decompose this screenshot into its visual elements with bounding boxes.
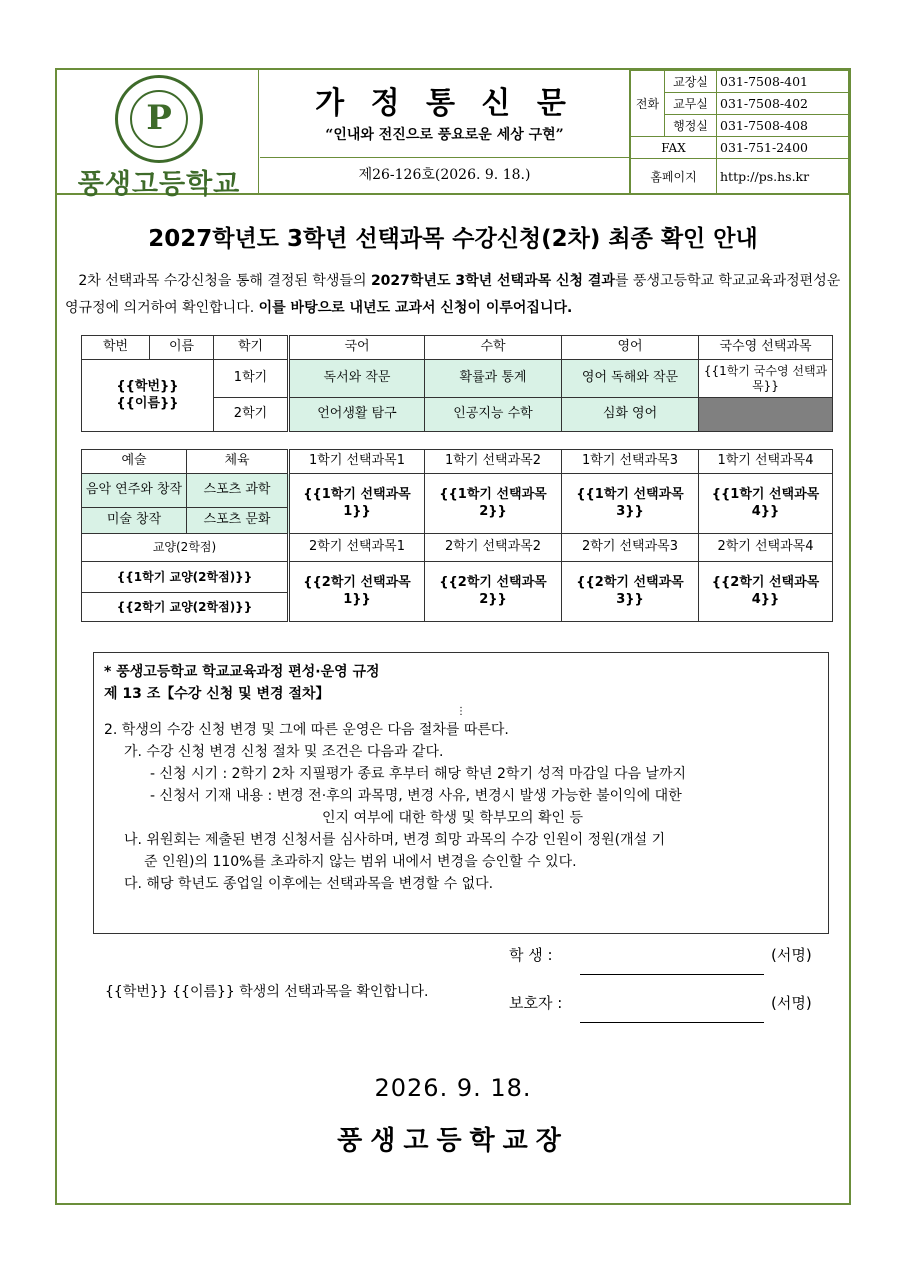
header-sem2-elective-1: 2학기 선택과목1 [289,534,425,562]
regulation-line: 준 인원)의 110%를 초과하지 않는 범위 내에서 변경을 승인할 수 있다. [144,854,577,870]
fax-label: FAX [631,137,717,159]
sem2-english-subject: 심화 영어 [562,398,699,432]
guardian-sign-line[interactable] [580,1022,764,1023]
sem1-korean-subject: 독서와 작문 [289,360,425,398]
sem1-core-elective: {{1학기 국수영 선택과목}} [699,360,833,398]
contact-label: 행정실 [665,115,717,137]
contact-number: 031-7508-402 [717,93,849,115]
header-student-id: 학번 [82,336,150,360]
intro-emphasis: 2027학년도 3학년 선택과목 신청 결과 [370,273,615,289]
header-english: 영어 [562,336,699,360]
sem2-elective-2: {{2학기 선택과목2}} [425,562,562,622]
student-sign-label: 학 생 : [509,946,553,964]
elective-subject-table [81,449,833,622]
pe-subject-2: 스포츠 문화 [187,508,289,534]
newsletter-frame [55,68,851,1205]
semester-1-label: 1학기 [214,360,289,398]
core-subject-table [81,335,833,432]
regulation-line: - 신청 시기 : 2학기 2차 지필평가 종료 후부터 해당 학년 2학기 성적 마감일 다음 날까지 [150,766,687,782]
header-semester: 학기 [214,336,289,360]
sem1-elective-1: {{1학기 선택과목1}} [289,474,425,534]
contact-number: 031-7508-408 [717,115,849,137]
notice-title: 2027학년도 3학년 선택과목 수강신청(2차) 최종 확인 안내 [148,226,758,252]
school-motto: “인내와 전진으로 풍요로운 세상 구현” [325,127,564,143]
guardian-sign-mark: (서명) [771,994,812,1012]
regulation-line: 다. 해당 학년도 종업일 이후에는 선택과목을 변경할 수 없다. [124,876,494,892]
art-subject-1: 음악 연주와 창작 [82,474,187,508]
student-sign-mark: (서명) [771,946,812,964]
semester-2-label: 2학기 [214,398,289,432]
header-name: 이름 [150,336,214,360]
header-core-elective: 국수영 선택과목 [699,336,833,360]
newsletter-title: 가 정 통 신 문 [315,86,574,121]
sem1-elective-2: {{1학기 선택과목2}} [425,474,562,534]
header-sem1-elective-3: 1학기 선택과목3 [562,450,699,474]
pe-subject-1: 스포츠 과학 [187,474,289,508]
liberal-arts-sem1: {{1학기 교양(2학점)}} [82,562,289,593]
contact-number: 031-7508-401 [717,71,849,93]
sem1-math-subject: 확률과 통계 [425,360,562,398]
header-liberal-arts: 교양(2학점) [82,534,289,562]
intro-paragraph [65,268,843,322]
header-sem1-elective-2: 1학기 선택과목2 [425,450,562,474]
header-art: 예술 [82,450,187,474]
issue-date: 2026. 9. 18. [374,1074,532,1102]
sem2-elective-4: {{2학기 선택과목4}} [699,562,833,622]
principal-signature: 풍생고등학교장 [337,1126,569,1156]
phone-label: 전화 [631,71,665,137]
regulation-box [93,652,829,934]
student-sign-line[interactable] [580,974,764,975]
sem1-elective-3: {{1학기 선택과목3}} [562,474,699,534]
header-math: 수학 [425,336,562,360]
regulation-line: 나. 위원회는 제출된 변경 신청서를 심사하며, 변경 희망 과목의 수강 인원이 정원(개설 기 [124,832,666,848]
ellipsis-icon: ⋮ [456,706,466,717]
guardian-sign-label: 보호자 : [509,994,563,1012]
regulation-line: 2. 학생의 수강 신청 변경 및 그에 따른 운영은 다음 절차를 따른다. [104,722,509,738]
header-sem1-elective-1: 1학기 선택과목1 [289,450,425,474]
art-subject-2: 미술 창작 [82,508,187,534]
sem2-core-elective-empty [699,398,833,432]
header-sem1-elective-4: 1학기 선택과목4 [699,450,833,474]
newsletter-header [57,70,849,200]
regulation-article: 제 13 조【수강 신청 및 변경 절차】 [104,686,330,702]
liberal-arts-sem2: {{2학기 교양(2학점)}} [82,593,289,622]
regulation-line: - 신청서 기재 내용 : 변경 전·후의 과목명, 변경 사유, 변경시 발생 가능한 불이익에 대한 [150,788,682,804]
contact-label: 교장실 [665,71,717,93]
header-korean: 국어 [289,336,425,360]
sem2-elective-3: {{2학기 선택과목3}} [562,562,699,622]
regulation-title: * 풍생고등학교 학교교육과정 편성·운영 규정 [104,664,380,680]
regulation-line: 인지 여부에 대한 학생 및 학부모의 확인 등 [322,810,584,826]
confirm-placeholder: {{학번}} {{이름}} [105,984,240,1000]
student-name-placeholder: {{이름}} [116,395,179,411]
intro-emphasis: 이를 바탕으로 내년도 교과서 신청이 이루어집니다. [258,300,573,316]
homepage-link[interactable]: http://ps.hs.kr [717,159,849,194]
regulation-line: 가. 수강 신청 변경 신청 절차 및 조건은 다음과 같다. [124,744,444,760]
intro-text: 를 풍생고등학교 학교교육과정편성운영규정에 의거하여 확인합니다. [65,273,841,316]
sem1-elective-4: {{1학기 선택과목4}} [699,474,833,534]
title-block [260,70,630,158]
header-sem2-elective-3: 2학기 선택과목3 [562,534,699,562]
header-pe: 체육 [187,450,289,474]
sem2-elective-1: {{2학기 선택과목1}} [289,562,425,622]
fax-number: 031-751-2400 [717,137,849,159]
sem2-korean-subject: 언어생활 탐구 [289,398,425,432]
student-id-placeholder: {{학번}} [116,379,179,395]
school-name: 풍생고등학교 [77,169,241,200]
student-info-cell [82,360,214,432]
confirmation-text [105,981,428,1001]
school-logo-block [57,70,259,200]
contact-label: 교무실 [665,93,717,115]
homepage-label: 홈페이지 [631,159,717,194]
issue-number: 제26-126호(2026. 9. 18.) [260,158,630,193]
sem2-math-subject: 인공지능 수학 [425,398,562,432]
contact-table [630,70,849,193]
sem1-english-subject: 영어 독해와 작문 [562,360,699,398]
school-emblem-icon: P [115,75,203,163]
confirm-statement: 학생의 선택과목을 확인합니다. [239,984,429,1000]
intro-text: 2차 선택과목 수강신청을 통해 결정된 학생들의 [78,273,371,289]
header-sem2-elective-4: 2학기 선택과목4 [699,534,833,562]
header-sem2-elective-2: 2학기 선택과목2 [425,534,562,562]
